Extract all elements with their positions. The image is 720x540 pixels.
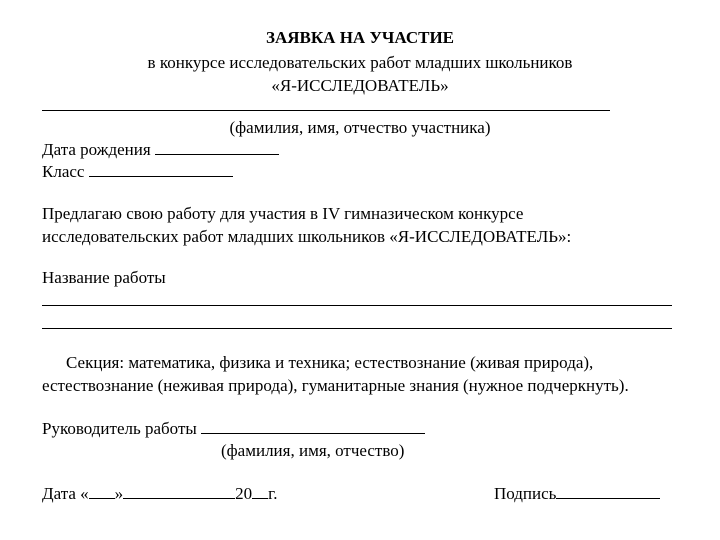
signature-label: Подпись — [494, 484, 557, 503]
offer-line-2: исследовательских работ младших школьников «Я-ИССЛЕДОВАТЕЛЬ»: — [42, 227, 572, 246]
offer-line-1: Предлагаю свою работу для участия в IV гимназическом конкурсе — [42, 204, 524, 223]
birth-date-label: Дата рождения — [42, 140, 151, 159]
class-blank — [89, 162, 233, 177]
class-label: Класс — [42, 162, 85, 181]
supervisor-label: Руководитель работы — [42, 419, 197, 438]
date-month-blank — [123, 484, 235, 499]
date-prefix: Дата « — [42, 484, 89, 503]
participant-name-line — [42, 110, 610, 111]
date-row — [42, 484, 277, 504]
contest-name: «Я-ИССЛЕДОВАТЕЛЬ» — [271, 76, 449, 95]
supervisor-hint: (фамилия, имя, отчество) — [221, 441, 405, 460]
birth-date-row — [42, 140, 279, 160]
participant-name-hint: (фамилия, имя, отчество участника) — [229, 118, 491, 137]
date-year: 20 — [235, 484, 253, 503]
birth-date-blank — [155, 140, 279, 155]
supervisor-blank — [201, 419, 425, 434]
work-title-line-1 — [42, 305, 672, 306]
work-title-label: Название работы — [42, 268, 166, 287]
date-day-blank — [89, 484, 115, 499]
signature-row — [494, 484, 660, 504]
work-title-line-2 — [42, 328, 672, 329]
section-line-1: Секция: математика, физика и техника; естествознание (живая природа), — [66, 353, 594, 372]
form-subtitle: в конкурсе исследовательских работ младших школьников — [147, 53, 573, 72]
supervisor-row — [42, 419, 425, 439]
date-suffix: г. — [268, 484, 278, 503]
class-row — [42, 162, 233, 182]
date-year-blank — [252, 484, 268, 499]
section-line-2: естествознание (неживая природа), гуманитарные знания (нужное подчеркнуть). — [42, 376, 629, 395]
signature-blank — [556, 484, 660, 499]
date-mid: » — [114, 484, 124, 503]
form-title: ЗАЯВКА НА УЧАСТИЕ — [265, 28, 455, 47]
